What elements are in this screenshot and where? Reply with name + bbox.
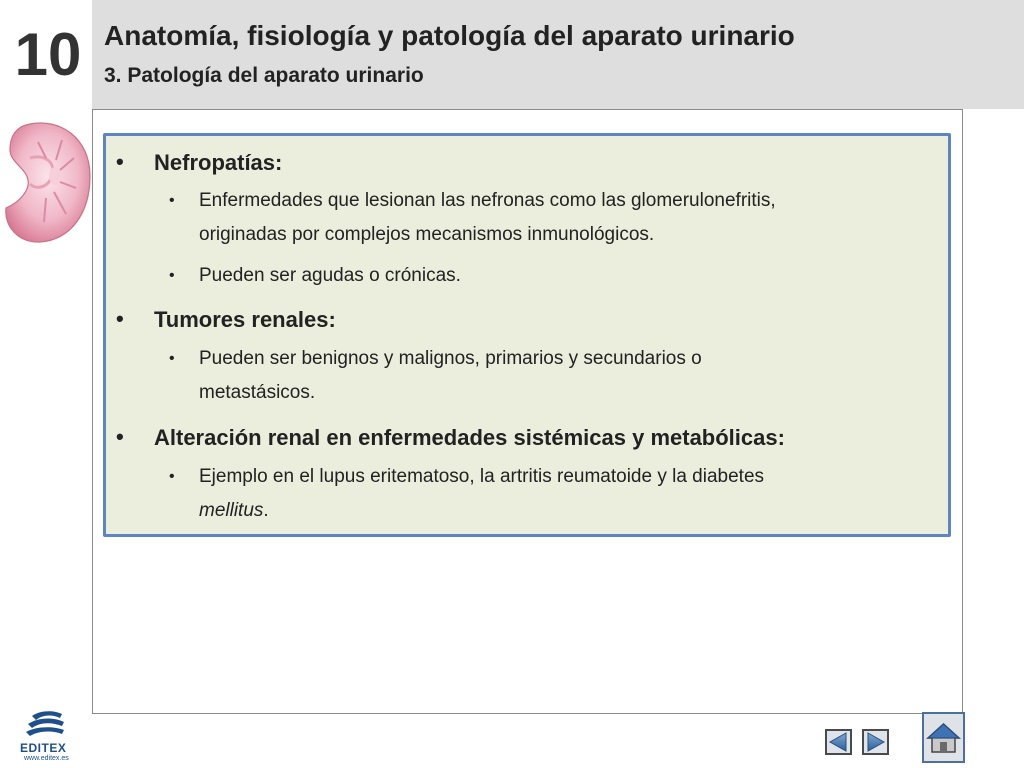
chapter-number: 10 xyxy=(14,21,82,88)
editex-logo-icon xyxy=(14,708,76,740)
list-item xyxy=(169,259,929,293)
list-item xyxy=(169,184,929,252)
logo-text: EDITEX xyxy=(20,741,67,755)
kidney-illustration-icon xyxy=(0,118,95,246)
content-box xyxy=(103,133,951,537)
list-item-line: Pueden ser agudas o crónicas. xyxy=(199,265,461,286)
list-item-line: metastásicos. xyxy=(199,382,316,403)
home-icon xyxy=(924,714,963,761)
arrow-right-icon xyxy=(864,731,887,753)
section-heading-text: Tumores renales: xyxy=(154,307,336,332)
bullet: • xyxy=(169,350,175,367)
previous-slide-button[interactable] xyxy=(825,729,852,755)
bullet: • xyxy=(116,149,124,174)
list-item-line xyxy=(199,494,929,528)
logo-url: www.editex.es xyxy=(24,755,69,762)
list-item-line: Pueden ser benignos y malignos, primarios y secundarios o xyxy=(199,348,702,369)
page-title: Anatomía, fisiología y patología del aparato urinario xyxy=(104,20,795,51)
italic-term: mellitus xyxy=(199,500,264,521)
editex-logo xyxy=(14,708,76,764)
section-heading-text: Alteración renal en enfermedades sistémicas y metabólicas: xyxy=(154,425,785,450)
bullet: • xyxy=(169,468,175,485)
arrow-left-icon xyxy=(827,731,850,753)
bullet: • xyxy=(169,192,175,209)
section-heading xyxy=(116,424,785,451)
bullet: • xyxy=(116,306,124,331)
bullet: • xyxy=(169,267,175,284)
next-slide-button[interactable] xyxy=(862,729,889,755)
page-subtitle: 3. Patología del aparato urinario xyxy=(104,64,424,87)
list-item xyxy=(169,460,929,528)
list-item-line: originadas por complejos mecanismos inmunológicos. xyxy=(199,224,655,245)
home-button[interactable] xyxy=(922,712,965,763)
section-heading-text: Nefropatías: xyxy=(154,150,283,175)
section-heading xyxy=(116,149,283,176)
punctuation: . xyxy=(263,500,269,521)
header-band xyxy=(92,0,1024,109)
bullet: • xyxy=(116,424,124,449)
list-item-line: Enfermedades que lesionan las nefronas como las glomerulonefritis, xyxy=(199,190,776,211)
list-item xyxy=(169,342,929,410)
section-heading xyxy=(116,306,336,333)
list-item-line: Ejemplo en el lupus eritematoso, la artritis reumatoide y la diabetes xyxy=(199,466,765,487)
